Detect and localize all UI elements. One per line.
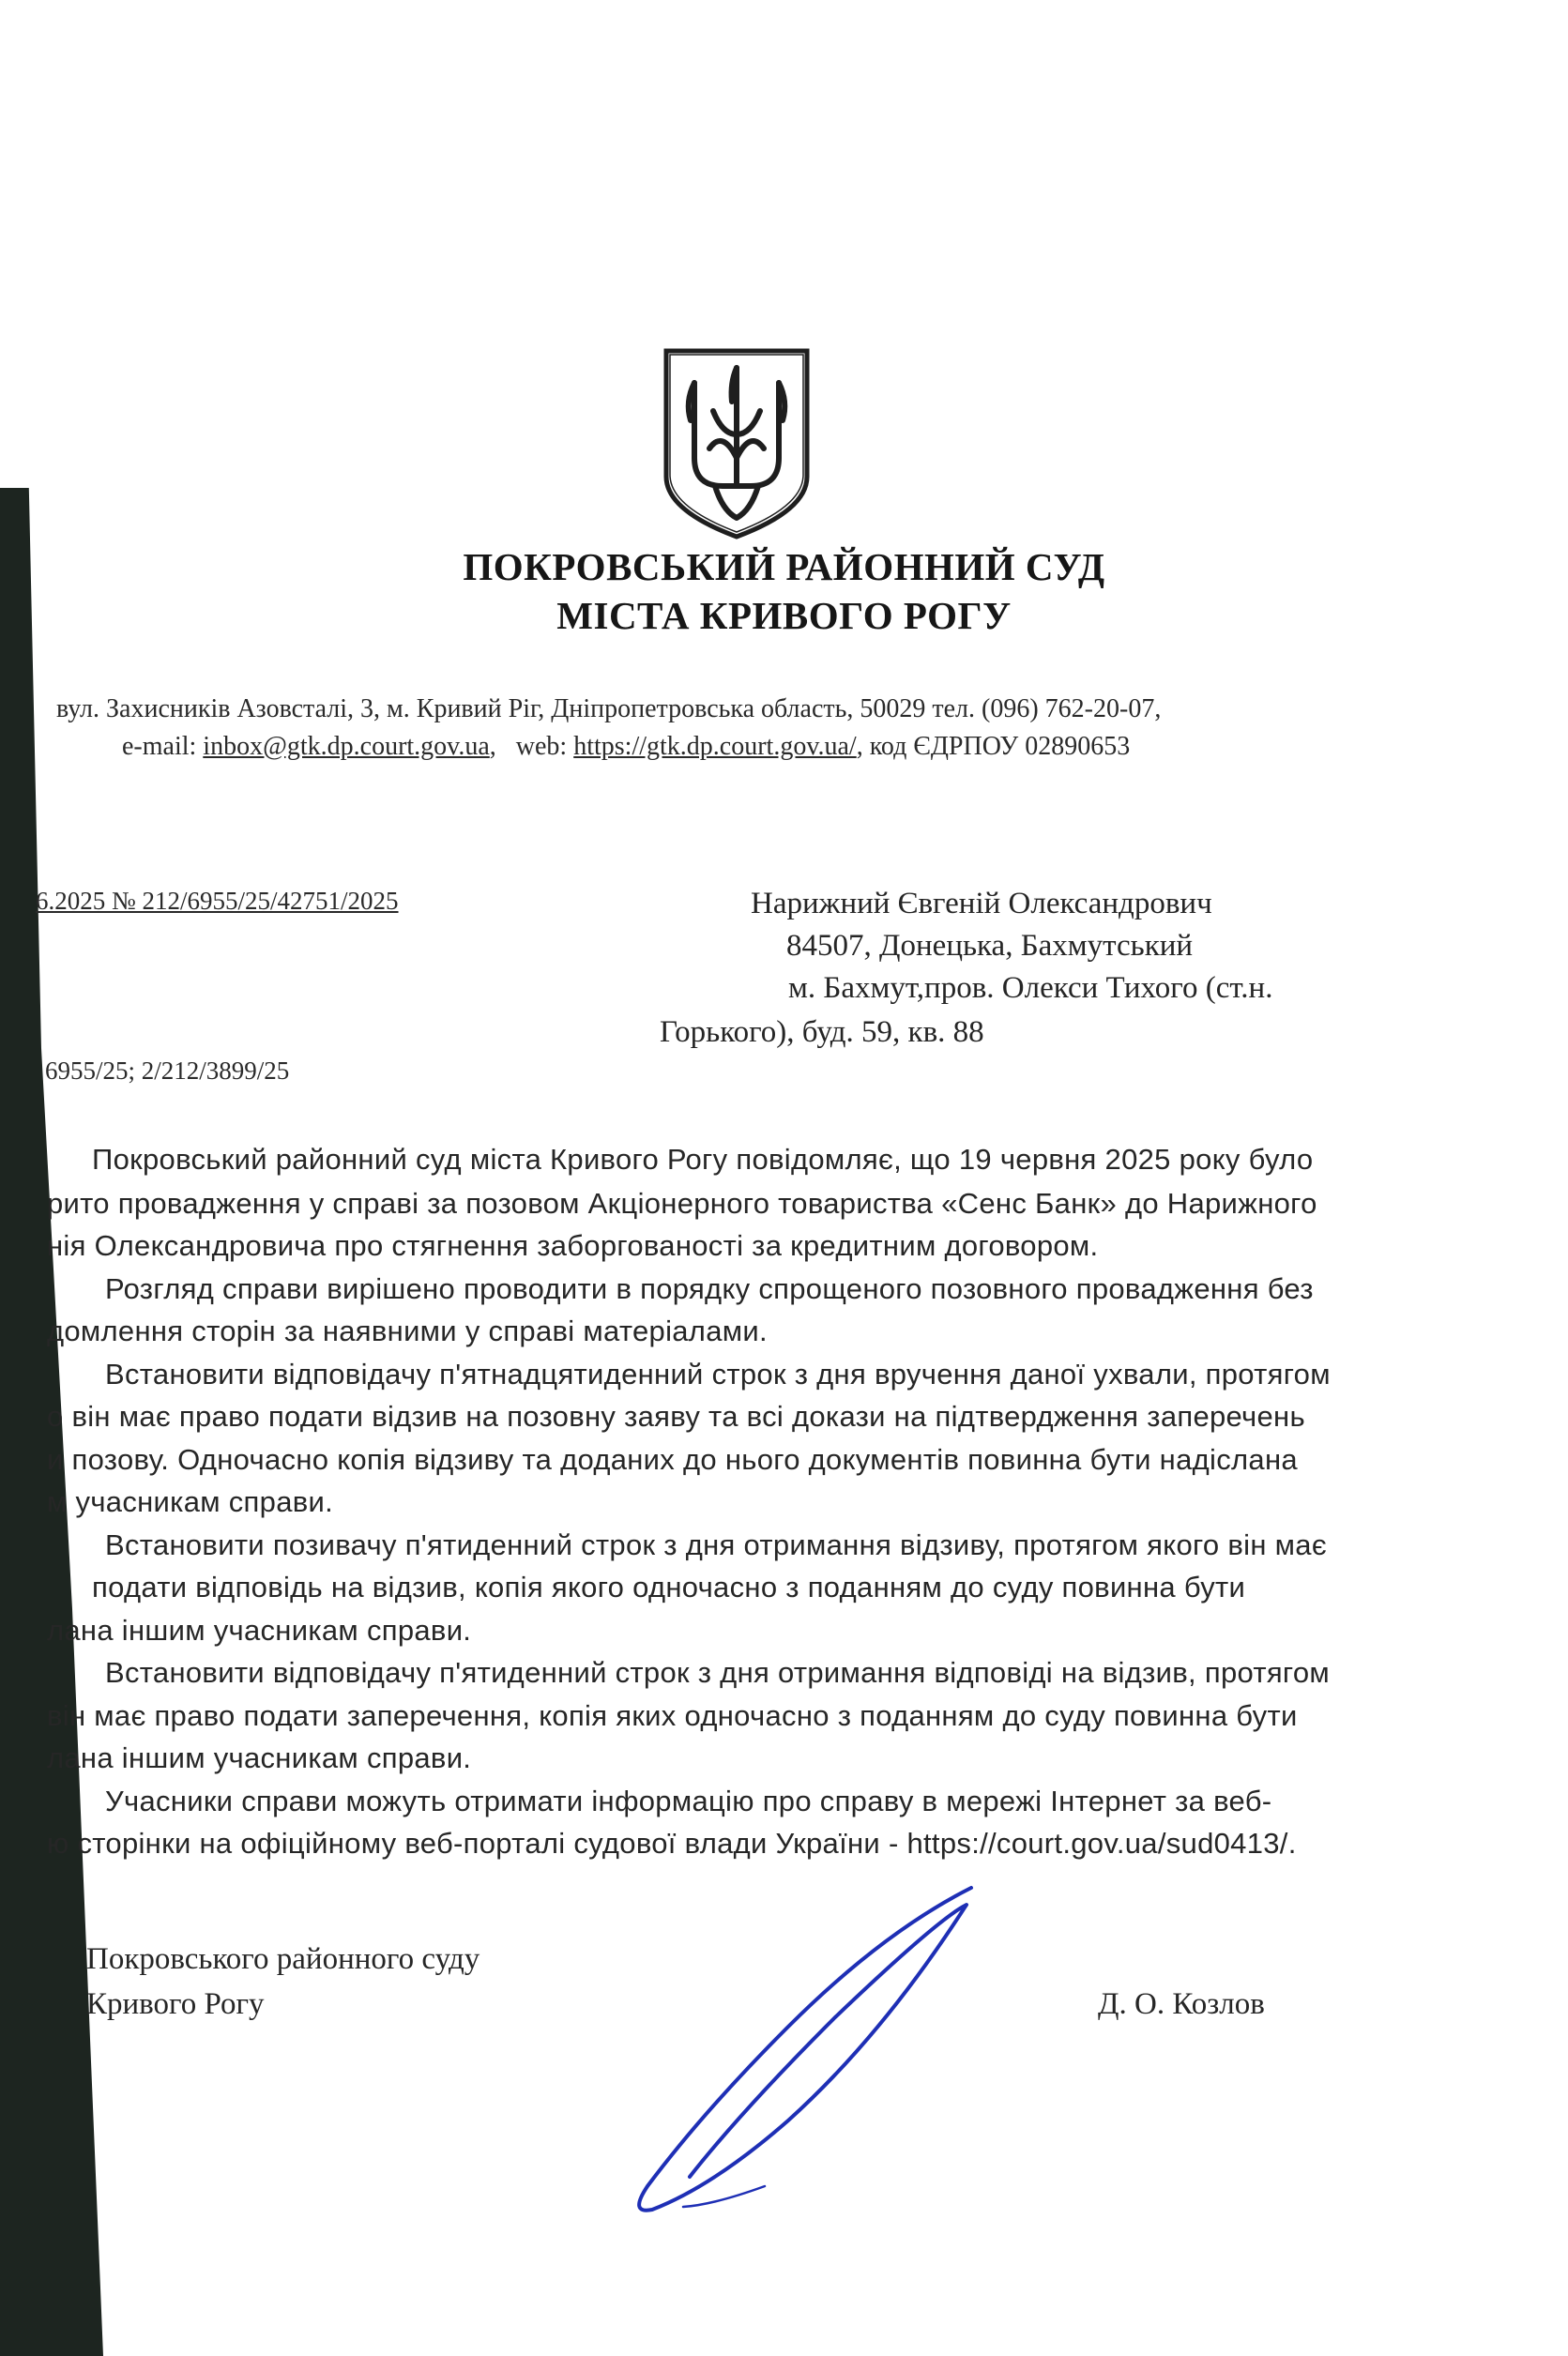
court-name-line1: ПОКРОВСЬКИЙ РАЙОННИЙ СУД (463, 545, 1105, 588)
handwritten-signature (601, 1877, 995, 2233)
recipient-address-line3: м. Бахмут,пров. Олекси Тихого (ст.н. (788, 971, 1273, 1005)
body-line: Встановити відповідачу п'ятнадцятиденний строк з дня вручення даної ухвали, протягом (105, 1358, 1331, 1391)
recipient-address-line4: Горького), буд. 59, кв. 88 (660, 1015, 984, 1049)
body-line: Учасники справи можуть отримати інформацію про справу в мережі Інтернет за веб- (105, 1785, 1272, 1817)
position-line2: Кривого Рогу (86, 1987, 265, 2021)
body-line: Покровський районний суд міста Кривого Рогу повідомляє, що 19 червня 2025 року було (92, 1143, 1314, 1176)
body-line: Встановити відповідачу п'ятиденний строк з дня отримання відповіді на відзив, протягом (105, 1656, 1331, 1689)
body-line: Розгляд справи вирішено проводити в порядку спрощеного позовного провадження без (105, 1272, 1314, 1305)
body-line: Встановити позивачу п'ятиденний строк з дня отримання відзиву, протягом якого він має (105, 1528, 1327, 1561)
body-line: домлення сторін за наявними у справі матеріалами. (47, 1315, 768, 1347)
court-contacts-line: e-mail: inbox@gtk.dp.court.gov.ua, web: https://gtk.dp.court.gov.ua/, код ЄДРПОУ 02890653 (122, 732, 1131, 761)
case-number: 6955/25; 2/212/3899/25 (45, 1056, 290, 1085)
outgoing-reference: 6.2025 № 212/6955/25/42751/2025 (36, 887, 399, 915)
web-link[interactable]: https://gtk.dp.court.gov.ua/ (573, 732, 857, 761)
body-line: рито провадження у справі за позовом Акціонерного товариства «Сенс Банк» до Нарижного (47, 1187, 1317, 1220)
recipient-name: Нарижний Євгеній Олександрович (751, 887, 1212, 920)
body-line: він має право подати заперечення, копія яких одночасно з поданням до суду повинна бути (47, 1699, 1298, 1732)
body-line: лана іншим учасникам справи. (47, 1614, 472, 1647)
body-line: и позову. Одночасно копія відзиву та доданих до нього документів повинна бути надіслана (47, 1443, 1298, 1476)
body-line: лана іншим учасникам справи. (47, 1741, 472, 1774)
body-line: м учасникам справи. (47, 1485, 334, 1518)
body-line: нія Олександровича про стягнення заборгованості за кредитним договором. (47, 1229, 1099, 1262)
web-label: web: (515, 732, 568, 761)
signer-name: Д. О. Козлов (1098, 1987, 1265, 2021)
body-line: подати відповідь на відзив, копія якого одночасно з поданням до суду повинна бути (92, 1571, 1246, 1604)
email-link[interactable]: inbox@gtk.dp.court.gov.ua (203, 732, 490, 761)
body-line: ю сторінки на офіційному веб-порталі судової влади України - https://court.gov.ua/sud0413/. (47, 1827, 1297, 1860)
court-address: вул. Захисників Азовсталі, 3, м. Кривий Ріг, Дніпропетровська область, 50029 тел. (096) 762-20-07, (56, 694, 1162, 723)
court-name-line2: МІСТА КРИВОГО РОГУ (556, 594, 1012, 637)
position-line1: Покровського районного суду (86, 1942, 480, 1976)
body-line: о він має право подати відзив на позовну заяву та всі докази на підтвердження заперечень (47, 1400, 1305, 1433)
coat-of-arms-icon (657, 345, 816, 542)
edrpou-code: код ЄДРПОУ 02890653 (869, 732, 1131, 761)
email-label: e-mail: (122, 732, 197, 761)
recipient-address-line2: 84507, Донецька, Бахмутський (786, 929, 1194, 963)
